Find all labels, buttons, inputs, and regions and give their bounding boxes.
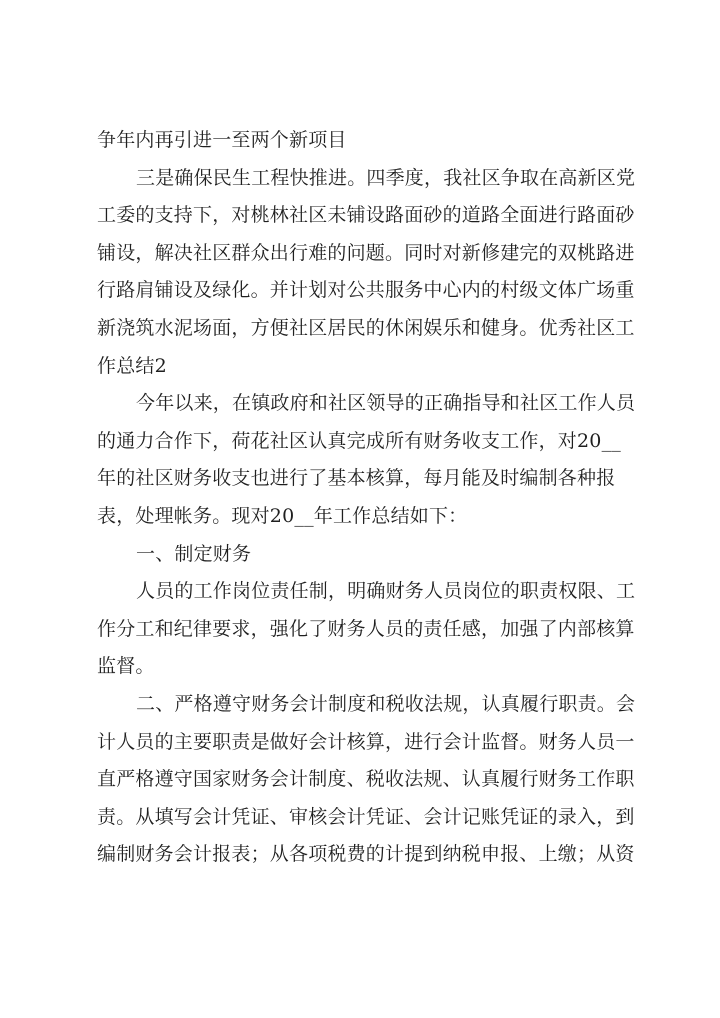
text-line: 的通力合作下，荷花社区认真完成所有财务收支工作，对20__ bbox=[97, 429, 621, 452]
text-line: 二、严格遵守财务会计制度和税收法规，认真履行职责。会 bbox=[136, 692, 636, 715]
text-line: 计人员的主要职责是做好会计核算，进行会计监督。财务人员一 bbox=[97, 730, 635, 753]
text-line: 争年内再引进一至两个新项目 bbox=[97, 129, 347, 151]
text-line: 作分工和纪律要求，强化了财务人员的责任感，加强了内部核算 bbox=[97, 617, 635, 640]
text-line: 一、制定财务 bbox=[136, 542, 252, 565]
text-line: 编制财务会计报表；从各项税费的计提到纳税申报、上缴；从资 bbox=[97, 843, 635, 866]
text-line: 作总结2 bbox=[97, 354, 167, 377]
text-line: 年的社区财务收支也进行了基本核算，每月能及时编制各种报 bbox=[97, 467, 616, 490]
text-line: 人员的工作岗位责任制，明确财务人员岗位的职责权限、工 bbox=[136, 580, 636, 603]
text-line: 表，处理帐务。现对20__年工作总结如下： bbox=[97, 504, 468, 527]
text-line: 三是确保民生工程快推进。四季度，我社区争取在高新区党 bbox=[136, 166, 636, 189]
text-line: 工委的支持下，对桃林社区未铺设路面砂的道路全面进行路面砂 bbox=[97, 204, 635, 227]
text-line: 行路肩铺设及绿化。并计划对公共服务中心内的村级文体广场重 bbox=[97, 279, 635, 302]
text-line: 直严格遵守国家财务会计制度、税收法规、认真履行财务工作职 bbox=[97, 768, 635, 791]
text-line: 今年以来，在镇政府和社区领导的正确指导和社区工作人员 bbox=[136, 392, 636, 415]
text-line: 责。从填写会计凭证、审核会计凭证、会计记账凭证的录入，到 bbox=[97, 805, 635, 828]
document-body bbox=[97, 122, 636, 874]
text-line: 监督。 bbox=[97, 655, 155, 678]
text-line: 新浇筑水泥场面，方便社区居民的休闲娱乐和健身。优秀社区工 bbox=[97, 316, 635, 339]
text-line: 铺设，解决社区群众出行难的问题。同时对新修建完的双桃路进 bbox=[97, 241, 635, 264]
